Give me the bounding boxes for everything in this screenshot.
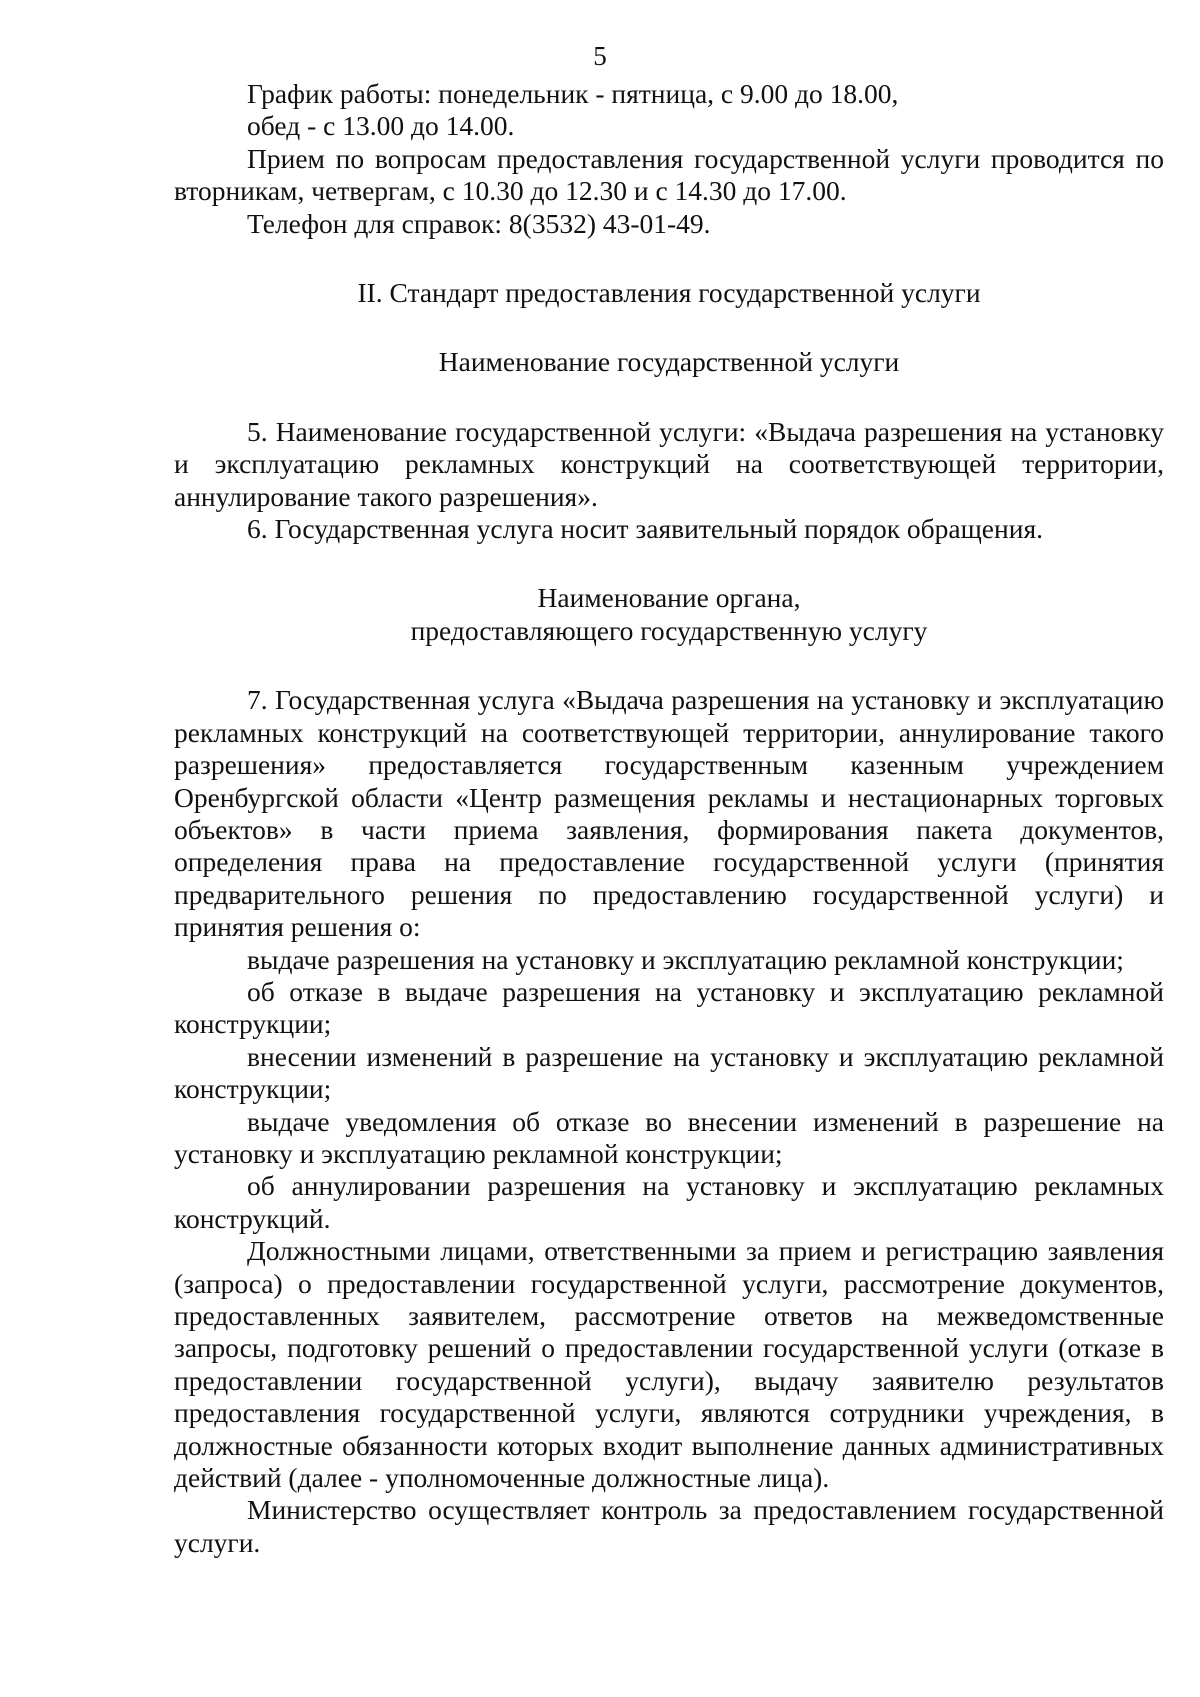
ministry-control-paragraph: Министерство осуществляет контроль за предоставлением государственной услуги.: [174, 1494, 1164, 1558]
clause-6: 6. Государственная услуга носит заявительный порядок обращения.: [247, 513, 1043, 545]
section-heading: II. Стандарт предоставления государственной услуги: [357, 277, 981, 309]
officials-paragraph: Должностными лицами, ответственными за прием и регистрацию заявления (запроса) о предоставлении государственной услуги, рассмотрение документов, предоставленных заявителем, рассмотрение ответов на межведомственные запросы, подготовку решений о предоставлении государственной услуги (отказе в предоставлении государственной услуги), выдачу заявителю результатов предоставления государственной услуги, являются сотрудники учреждения, в должностные обязанности которых входит выполнение данных административных действий (далее - уполномоченные должностные лица).: [174, 1235, 1164, 1494]
page-number: 5: [593, 41, 607, 71]
reception-paragraph: Прием по вопросам предоставления государственной услуги проводится по вторникам, четвергам, с 10.30 до 12.30 и с 14.30 до 17.00.: [174, 142, 1164, 207]
subheading-service-name: Наименование государственной услуги: [438, 346, 900, 378]
subheading-organ-line1: Наименование органа,: [537, 582, 801, 614]
lunch-paragraph: обед - с 13.00 до 14.00.: [247, 110, 515, 142]
clause-5: 5. Наименование государственной услуги: «Выдача разрешения на установку и эксплуатацию рекламных конструкций на соответствующей территории, аннулирование такого разрешения».: [174, 415, 1164, 512]
decision-item-annulment: об аннулировании разрешения на установку и эксплуатацию рекламных конструкций.: [174, 1170, 1164, 1234]
schedule-paragraph: График работы: понедельник - пятница, с 9.00 до 18.00,: [247, 78, 899, 109]
document-body: [174, 78, 1164, 1559]
decision-item-refusal: об отказе в выдаче разрешения на установку и эксплуатацию рекламной конструкции;: [174, 975, 1164, 1040]
clause-7: 7. Государственная услуга «Выдача разрешения на установку и эксплуатацию рекламных конструкций на соответствующей территории, аннулирование такого разрешения» предоставляется государственным казенным учреждением Оренбургской области «Центр размещения рекламы и нестационарных торговых объектов» в части приема заявления, формирования пакета документов, определения права на предоставление государственной услуги (принятия предварительного решения по предоставлению государственной услуги) и принятия решения о:: [174, 684, 1164, 943]
subheading-organ-line2: предоставляющего государственную услугу: [410, 614, 928, 646]
decision-item-issue: выдаче разрешения на установку и эксплуатацию рекламной конструкции;: [247, 943, 1124, 975]
decision-item-notice: выдаче уведомления об отказе во внесении изменений в разрешение на установку и эксплуатацию рекламной конструкции;: [174, 1105, 1164, 1169]
decision-item-changes: внесении изменений в разрешение на установку и эксплуатацию рекламной конструкции;: [174, 1040, 1164, 1105]
phone-paragraph: Телефон для справок: 8(3532) 43-01-49.: [247, 207, 711, 239]
